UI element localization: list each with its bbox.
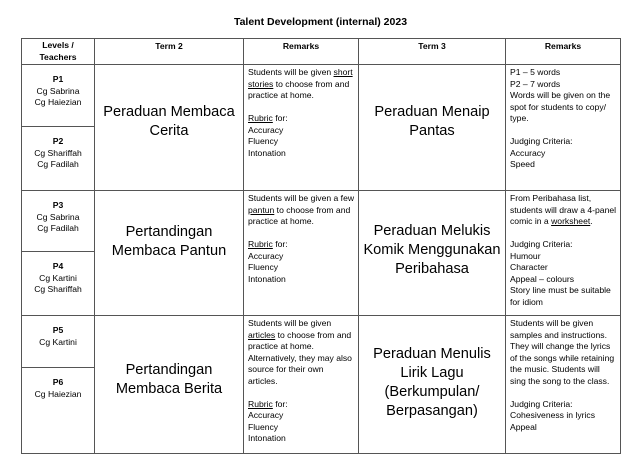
header-remarks3: Remarks: [506, 39, 621, 65]
level-label: P1: [52, 74, 64, 84]
remarks-line: Words will be given on the spot for students to copy/ type.: [510, 90, 611, 123]
remarks-line: P1 – 5 words: [510, 67, 561, 77]
criteria-item: Speed: [510, 159, 535, 169]
rubric-item: Intonation: [248, 273, 286, 284]
level-cell-p2: [22, 127, 95, 191]
level-label: P5: [52, 325, 64, 335]
teacher-name: Cg Shariffah: [34, 284, 82, 294]
teacher-name: Cg Sabrina: [36, 211, 80, 222]
remarks3-cell: [506, 65, 621, 191]
term2-competition: [95, 191, 244, 316]
table-row: [22, 65, 621, 127]
remarks-intro: Students will be given a few pantun to choose from and practice at home.: [248, 193, 355, 226]
level-cell-p4: [22, 252, 95, 316]
level-cell-p1: [22, 65, 95, 127]
teacher-name: Cg Shariffah: [34, 147, 82, 158]
level-label: P3: [52, 200, 64, 210]
remarks3-cell: [506, 316, 621, 454]
criteria-label: Judging Criteria:: [510, 398, 573, 409]
rubric-label: Rubric for:: [248, 239, 288, 249]
criteria-item: Appeal: [510, 421, 537, 432]
remarks2-cell: [244, 191, 359, 316]
level-cell-p5: [22, 316, 95, 368]
header-row: [22, 39, 621, 65]
criteria-label: Judging Criteria:: [510, 239, 573, 249]
remarks-intro: Students will be given articles to choose from and practice at home. Alternatively, they may also source for their own articles.: [248, 318, 352, 386]
rubric-item: Accuracy: [248, 410, 284, 420]
remarks-line: P2 – 7 words: [510, 78, 561, 89]
level-cell-p3: [22, 191, 95, 252]
rubric-item: Intonation: [248, 433, 286, 443]
table-row: [22, 191, 621, 252]
remarks2-cell: [244, 316, 359, 454]
rubric-item: Intonation: [248, 147, 286, 158]
rubric-item: Accuracy: [248, 124, 284, 135]
rubric-item: Fluency: [248, 136, 279, 146]
level-cell-p6: [22, 368, 95, 454]
criteria-item: Character: [510, 262, 548, 272]
criteria-item: Accuracy: [510, 147, 546, 158]
rubric-label: Rubric for:: [248, 113, 288, 123]
term3-title: Peraduan Menulis Lirik Lagu (Berkumpulan/ Berpasangan): [373, 345, 491, 419]
header-levels: Levels / Teachers: [22, 39, 95, 65]
level-label: P6: [52, 377, 64, 387]
teacher-name: Cg Fadilah: [37, 223, 79, 233]
term2-title: Pertandingan Membaca Berita: [115, 361, 223, 397]
remarks-intro: From Peribahasa list, students will draw a 4-panel comic in a worksheet.: [510, 193, 617, 226]
header-remarks2: Remarks: [244, 39, 359, 65]
header-term2: Term 2: [95, 39, 244, 65]
remarks2-cell: [244, 65, 359, 191]
criteria-label: Judging Criteria:: [510, 136, 573, 146]
teacher-name: Cg Fadilah: [37, 159, 79, 169]
term3-competition: [359, 191, 506, 316]
page-title: Talent Development (internal) 2023: [233, 16, 408, 28]
level-label: P2: [52, 136, 64, 146]
term2-title: Pertandingan Membaca Pantun: [111, 224, 227, 259]
term2-competition: [95, 316, 244, 454]
remarks3-cell: [506, 191, 621, 316]
rubric-item: Fluency: [248, 262, 279, 272]
term3-competition: [359, 65, 506, 191]
header-term3: Term 3: [359, 39, 506, 65]
teacher-name: Cg Haiezian: [34, 97, 82, 107]
rubric-label: Rubric for:: [248, 398, 288, 409]
teacher-name: Cg Sabrina: [36, 85, 80, 96]
level-label: P4: [52, 261, 64, 271]
term2-title: Peraduan Membaca Cerita: [103, 103, 235, 139]
teacher-name: Cg Kartini: [39, 272, 77, 283]
rubric-item: Accuracy: [248, 250, 284, 261]
talent-table: [21, 38, 621, 454]
term3-competition: [359, 316, 506, 454]
term3-title: Peraduan Menaip Pantas: [374, 103, 490, 139]
criteria-item: Cohesiveness in lyrics: [510, 410, 596, 420]
rubric-item: Fluency: [248, 421, 279, 432]
teacher-name: Cg Kartini: [39, 336, 77, 347]
criteria-item: Story line must be suitable for idiom: [510, 285, 611, 307]
criteria-item: Appeal – colours: [510, 273, 575, 284]
remarks-intro: Students will be given short stories to choose from and practice at home.: [248, 67, 353, 100]
criteria-item: Humour: [510, 250, 541, 261]
teacher-name: Cg Haiezian: [34, 388, 82, 399]
remarks-intro: Students will be given samples and instructions. They will change the lyrics of the songs while retaining the music. Students will sing the song to the class.: [510, 318, 615, 386]
term2-competition: [95, 65, 244, 191]
term3-title: Peraduan Melukis Komik Menggunakan Peribahasa: [363, 222, 501, 277]
table-row: [22, 316, 621, 368]
